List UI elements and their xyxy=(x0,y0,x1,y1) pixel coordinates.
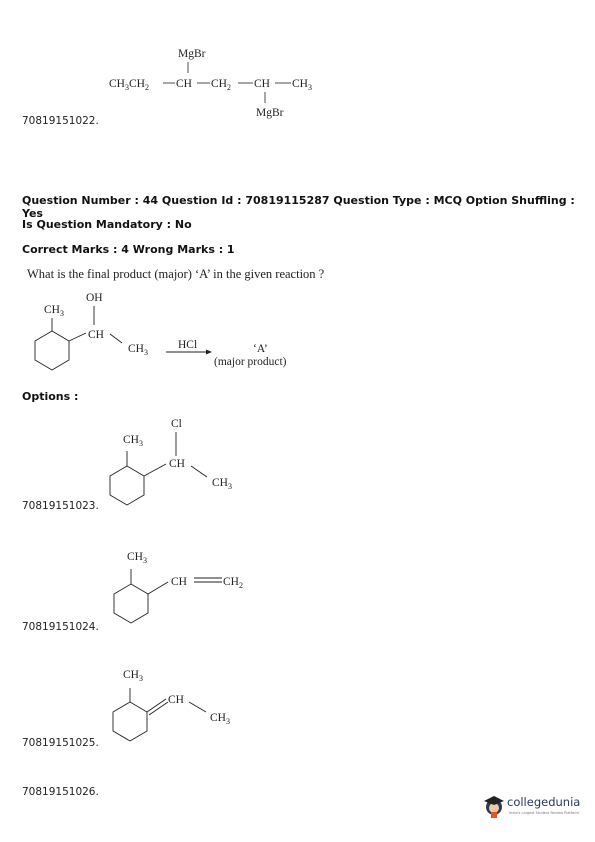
reaction-ring-ch3: $CH_3$ xyxy=(44,304,64,318)
question-meta-line2: Is Question Mandatory : No xyxy=(22,218,192,231)
option-id-4: 70819151025. xyxy=(22,737,99,749)
options-label: Options : xyxy=(22,390,79,403)
top-ch-1: CH xyxy=(176,78,192,90)
top-mgbr-upper: MgBr xyxy=(178,48,206,60)
top-ch3: $CH_3$ xyxy=(292,78,312,92)
option-id-5: 70819151026. xyxy=(22,786,99,798)
reaction-oh: OH xyxy=(86,292,103,304)
top-ch2: $CH_2$ xyxy=(211,78,231,92)
option-1-ring-ch3: $CH_3$ xyxy=(123,434,143,448)
reaction-chain-ch3: $CH_3$ xyxy=(128,343,148,357)
logo-tagline: India's Largest Student Review Platform xyxy=(509,811,579,815)
question-text: What is the final product (major) ‘A’ in the given reaction ? xyxy=(27,267,325,281)
option-2-ring-ch3: $CH_3$ xyxy=(127,551,147,565)
logo-name: collegedunia xyxy=(507,795,581,809)
option-2-ch2: $CH_2$ xyxy=(223,576,243,590)
reaction-product-note: (major product) xyxy=(214,356,287,368)
option-1-cl: Cl xyxy=(171,418,182,430)
option-1-chain-ch3: $CH_3$ xyxy=(212,477,232,491)
option-id-1: 70819151022. xyxy=(22,115,99,127)
reaction-reagent: HCl xyxy=(178,339,198,351)
option-1-ch: CH xyxy=(169,458,185,470)
top-ch-2: CH xyxy=(254,78,270,90)
option-3-ring-ch3: $CH_3$ xyxy=(123,669,143,683)
reaction-ch: CH xyxy=(88,329,104,341)
top-ch3ch2: $CH_3CH_2$ xyxy=(109,78,149,92)
option-3-ch: CH xyxy=(168,694,184,706)
top-mgbr-lower: MgBr xyxy=(256,107,284,119)
option-2-ch: CH xyxy=(171,576,187,588)
question-meta-line3: Correct Marks : 4 Wrong Marks : 1 xyxy=(22,243,235,256)
reaction-product-label: ‘A’ xyxy=(253,343,268,355)
option-id-2: 70819151023. xyxy=(22,500,99,512)
collegedunia-logo xyxy=(483,793,583,821)
option-3-chain-ch3: $CH_3$ xyxy=(210,712,230,726)
question-meta-line1: Question Number : 44 Question Id : 70819115287 Question Type : MCQ Option Shuffling : Yes xyxy=(22,194,575,220)
graduate-avatar-icon xyxy=(483,793,505,819)
option-id-3: 70819151024. xyxy=(22,621,99,633)
